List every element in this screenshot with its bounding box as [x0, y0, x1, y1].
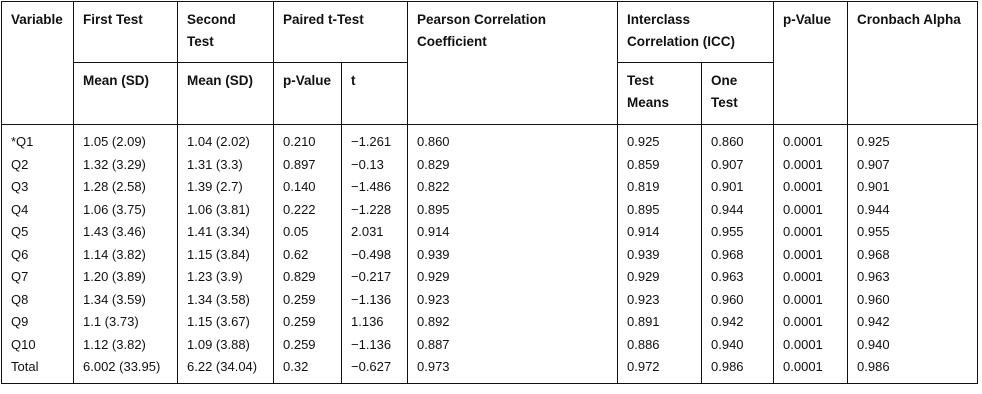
table-row	[2, 199, 978, 222]
cell-p-value: 0.0001	[774, 176, 848, 199]
header-icc: Interclass Correlation (ICC)	[618, 2, 774, 63]
cell-second-mean-sd: 1.09 (3.88)	[178, 334, 274, 357]
cell-pearson: 0.887	[408, 334, 618, 357]
header-variable: Variable	[2, 2, 74, 125]
cell-t-value: −1.261	[342, 125, 408, 154]
cell-pearson: 0.939	[408, 244, 618, 267]
cell-variable: Q3	[2, 176, 74, 199]
cell-pearson: 0.895	[408, 199, 618, 222]
cell-pearson: 0.923	[408, 289, 618, 312]
cell-second-mean-sd: 1.06 (3.81)	[178, 199, 274, 222]
table-row	[2, 154, 978, 177]
cell-variable: Q8	[2, 289, 74, 312]
cell-second-mean-sd: 6.22 (34.04)	[178, 356, 274, 383]
cell-paired-p-value: 0.210	[274, 125, 342, 154]
cell-icc-one-test: 0.901	[702, 176, 774, 199]
cell-icc-one-test: 0.986	[702, 356, 774, 383]
cell-icc-test-means: 0.859	[618, 154, 702, 177]
cell-icc-test-means: 0.891	[618, 311, 702, 334]
cell-paired-p-value: 0.897	[274, 154, 342, 177]
table-row	[2, 311, 978, 334]
header-icc-test-means: Test Means	[618, 63, 702, 125]
cell-first-mean-sd: 1.12 (3.82)	[74, 334, 178, 357]
cell-p-value: 0.0001	[774, 311, 848, 334]
cell-icc-test-means: 0.819	[618, 176, 702, 199]
cell-variable: Q7	[2, 266, 74, 289]
cell-first-mean-sd: 1.28 (2.58)	[74, 176, 178, 199]
cell-t-value: −1.228	[342, 199, 408, 222]
cell-icc-one-test: 0.907	[702, 154, 774, 177]
cell-first-mean-sd: 6.002 (33.95)	[74, 356, 178, 383]
cell-icc-test-means: 0.923	[618, 289, 702, 312]
cell-pearson: 0.929	[408, 266, 618, 289]
table-row	[2, 176, 978, 199]
cell-pearson: 0.822	[408, 176, 618, 199]
header-row-1	[2, 2, 978, 63]
cell-paired-p-value: 0.32	[274, 356, 342, 383]
cell-second-mean-sd: 1.31 (3.3)	[178, 154, 274, 177]
cell-t-value: −0.627	[342, 356, 408, 383]
cell-p-value: 0.0001	[774, 199, 848, 222]
cell-paired-p-value: 0.259	[274, 289, 342, 312]
cell-paired-p-value: 0.829	[274, 266, 342, 289]
cell-pearson: 0.892	[408, 311, 618, 334]
cell-variable: Total	[2, 356, 74, 383]
cell-first-mean-sd: 1.06 (3.75)	[74, 199, 178, 222]
cell-cronbach-alpha: 0.925	[848, 125, 978, 154]
cell-cronbach-alpha: 0.968	[848, 244, 978, 267]
cell-icc-one-test: 0.940	[702, 334, 774, 357]
table-body	[2, 125, 978, 384]
cell-cronbach-alpha: 0.986	[848, 356, 978, 383]
cell-first-mean-sd: 1.05 (2.09)	[74, 125, 178, 154]
header-first-test-mean-sd: Mean (SD)	[74, 63, 178, 125]
cell-variable: *Q1	[2, 125, 74, 154]
cell-icc-one-test: 0.968	[702, 244, 774, 267]
cell-p-value: 0.0001	[774, 289, 848, 312]
table-row	[2, 266, 978, 289]
cell-variable: Q6	[2, 244, 74, 267]
cell-second-mean-sd: 1.23 (3.9)	[178, 266, 274, 289]
cell-first-mean-sd: 1.43 (3.46)	[74, 221, 178, 244]
cell-paired-p-value: 0.05	[274, 221, 342, 244]
table-row	[2, 221, 978, 244]
cell-pearson: 0.914	[408, 221, 618, 244]
header-cronbach: Cronbach Alpha	[848, 2, 978, 125]
cell-icc-test-means: 0.972	[618, 356, 702, 383]
cell-paired-p-value: 0.259	[274, 334, 342, 357]
cell-first-mean-sd: 1.20 (3.89)	[74, 266, 178, 289]
header-icc-one-test: One Test	[702, 63, 774, 125]
cell-t-value: −0.217	[342, 266, 408, 289]
cell-cronbach-alpha: 0.907	[848, 154, 978, 177]
cell-t-value: 2.031	[342, 221, 408, 244]
header-first-test: First Test	[74, 2, 178, 63]
cell-icc-one-test: 0.963	[702, 266, 774, 289]
cell-second-mean-sd: 1.04 (2.02)	[178, 125, 274, 154]
cell-p-value: 0.0001	[774, 334, 848, 357]
cell-icc-one-test: 0.960	[702, 289, 774, 312]
cell-icc-test-means: 0.886	[618, 334, 702, 357]
cell-cronbach-alpha: 0.963	[848, 266, 978, 289]
cell-variable: Q2	[2, 154, 74, 177]
cell-icc-one-test: 0.860	[702, 125, 774, 154]
cell-t-value: −1.486	[342, 176, 408, 199]
cell-icc-test-means: 0.895	[618, 199, 702, 222]
cell-paired-p-value: 0.140	[274, 176, 342, 199]
cell-variable: Q4	[2, 199, 74, 222]
header-second-test: Second Test	[178, 2, 274, 63]
cell-p-value: 0.0001	[774, 221, 848, 244]
cell-first-mean-sd: 1.14 (3.82)	[74, 244, 178, 267]
header-paired-t: t	[342, 63, 408, 125]
table-row	[2, 289, 978, 312]
cell-t-value: −0.13	[342, 154, 408, 177]
cell-second-mean-sd: 1.41 (3.34)	[178, 221, 274, 244]
cell-cronbach-alpha: 0.955	[848, 221, 978, 244]
cell-icc-test-means: 0.925	[618, 125, 702, 154]
cell-second-mean-sd: 1.34 (3.58)	[178, 289, 274, 312]
cell-paired-p-value: 0.222	[274, 199, 342, 222]
cell-p-value: 0.0001	[774, 266, 848, 289]
cell-second-mean-sd: 1.15 (3.67)	[178, 311, 274, 334]
header-paired-t-test: Paired t-Test	[274, 2, 408, 63]
cell-p-value: 0.0001	[774, 244, 848, 267]
table-row	[2, 334, 978, 357]
cell-variable: Q10	[2, 334, 74, 357]
cell-cronbach-alpha: 0.901	[848, 176, 978, 199]
cell-t-value: −1.136	[342, 334, 408, 357]
cell-first-mean-sd: 1.32 (3.29)	[74, 154, 178, 177]
cell-paired-p-value: 0.259	[274, 311, 342, 334]
cell-icc-test-means: 0.914	[618, 221, 702, 244]
cell-t-value: −0.498	[342, 244, 408, 267]
cell-cronbach-alpha: 0.944	[848, 199, 978, 222]
cell-t-value: −1.136	[342, 289, 408, 312]
cell-icc-one-test: 0.942	[702, 311, 774, 334]
cell-p-value: 0.0001	[774, 125, 848, 154]
table-row	[2, 125, 978, 154]
cell-t-value: 1.136	[342, 311, 408, 334]
cell-icc-test-means: 0.939	[618, 244, 702, 267]
cell-cronbach-alpha: 0.942	[848, 311, 978, 334]
cell-first-mean-sd: 1.34 (3.59)	[74, 289, 178, 312]
header-paired-p-value: p-Value	[274, 63, 342, 125]
cell-paired-p-value: 0.62	[274, 244, 342, 267]
header-pearson: Pearson Correlation Coefficient	[408, 2, 618, 125]
cell-p-value: 0.0001	[774, 356, 848, 383]
cell-cronbach-alpha: 0.940	[848, 334, 978, 357]
cell-cronbach-alpha: 0.960	[848, 289, 978, 312]
cell-icc-one-test: 0.944	[702, 199, 774, 222]
cell-pearson: 0.973	[408, 356, 618, 383]
table-row	[2, 356, 978, 383]
cell-second-mean-sd: 1.15 (3.84)	[178, 244, 274, 267]
cell-variable: Q5	[2, 221, 74, 244]
cell-icc-one-test: 0.955	[702, 221, 774, 244]
cell-pearson: 0.860	[408, 125, 618, 154]
header-second-test-mean-sd: Mean (SD)	[178, 63, 274, 125]
cell-first-mean-sd: 1.1 (3.73)	[74, 311, 178, 334]
cell-second-mean-sd: 1.39 (2.7)	[178, 176, 274, 199]
cell-variable: Q9	[2, 311, 74, 334]
cell-icc-test-means: 0.929	[618, 266, 702, 289]
table-row	[2, 244, 978, 267]
header-p-value: p-Value	[774, 2, 848, 125]
cell-p-value: 0.0001	[774, 154, 848, 177]
cell-pearson: 0.829	[408, 154, 618, 177]
statistics-table	[1, 1, 978, 384]
table-header	[2, 2, 978, 125]
